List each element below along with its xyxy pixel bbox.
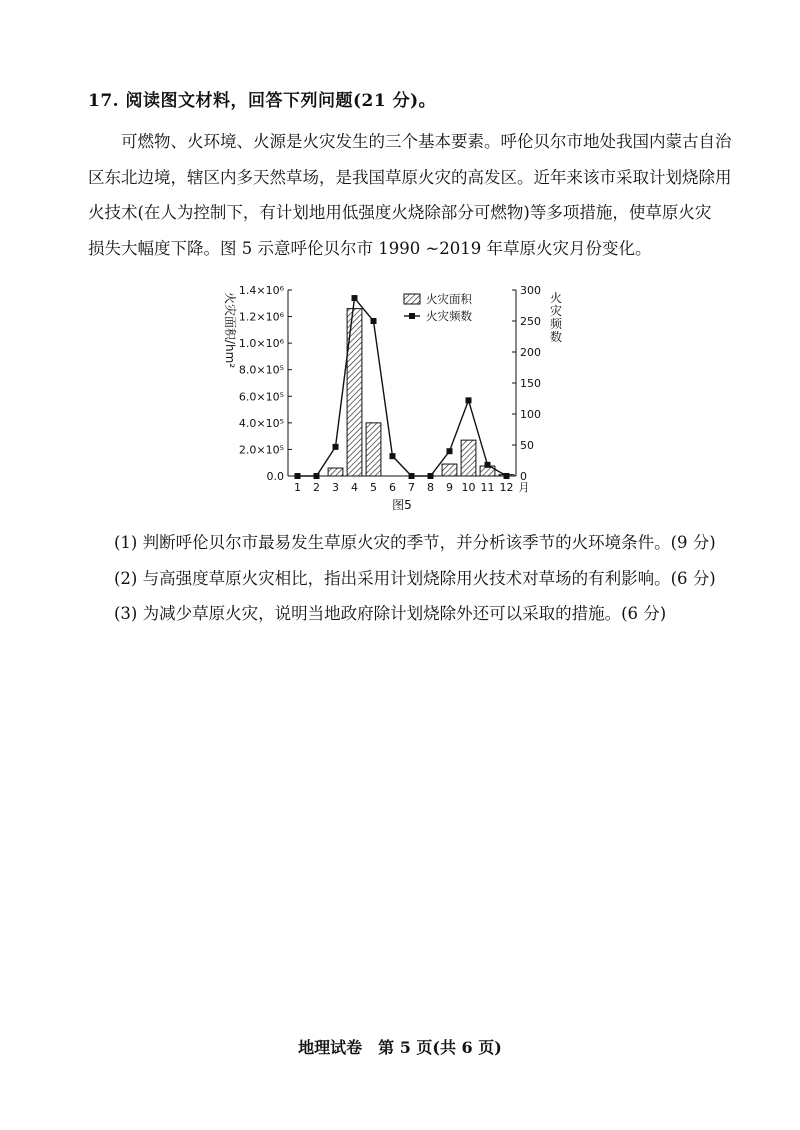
x-axis-tick-label: 5 bbox=[370, 481, 377, 494]
right-axis-label-char: 火 bbox=[549, 291, 563, 305]
left-axis-tick-label: 1.2×10⁶ bbox=[238, 310, 284, 324]
legend-bar-swatch bbox=[404, 294, 420, 304]
frequency-point bbox=[485, 462, 491, 468]
chart-caption: 图5 bbox=[392, 498, 412, 512]
left-axis-label: 火灾面积/hm² bbox=[223, 292, 237, 369]
x-axis-unit-label: 月 bbox=[518, 481, 530, 494]
right-axis-tick-label: 300 bbox=[520, 284, 541, 297]
area-bar bbox=[366, 423, 381, 476]
x-axis-tick-label: 1 bbox=[294, 481, 301, 494]
left-axis-tick-label: 4.0×10⁵ bbox=[238, 416, 284, 430]
sub-question-1: (1) 判断呼伦贝尔市最易发生草原火灾的季节，并分析该季节的火环境条件。(9 分) bbox=[114, 533, 716, 552]
right-axis-tick-label: 200 bbox=[520, 346, 541, 359]
x-axis-tick-label: 4 bbox=[351, 481, 358, 494]
frequency-point bbox=[352, 295, 358, 301]
area-bar bbox=[328, 468, 343, 476]
frequency-point bbox=[447, 448, 453, 454]
frequency-point bbox=[428, 473, 434, 479]
left-axis-tick-label: 2.0×10⁵ bbox=[238, 443, 284, 457]
x-axis-tick-label: 6 bbox=[389, 481, 396, 494]
frequency-point bbox=[466, 397, 472, 403]
right-axis-tick-label: 50 bbox=[520, 439, 534, 452]
area-bar bbox=[461, 440, 476, 476]
paragraph-line: 可燃物、火环境、火源是火灾发生的三个基本要素。呼伦贝尔市地处我国内蒙古自治 bbox=[121, 132, 732, 151]
right-axis-label-char: 灾 bbox=[549, 304, 563, 318]
x-axis-tick-label: 11 bbox=[480, 481, 495, 494]
right-axis-tick-label: 150 bbox=[520, 377, 541, 390]
frequency-point bbox=[409, 473, 415, 479]
area-bar bbox=[442, 464, 457, 476]
right-axis-label-char: 频 bbox=[549, 317, 563, 331]
page-footer: 地理试卷 第 5 页(共 6 页) bbox=[298, 1038, 502, 1057]
x-axis-tick-label: 7 bbox=[408, 481, 415, 494]
x-axis-tick-label: 12 bbox=[499, 481, 514, 494]
paragraph-line: 火技术(在人为控制下，有计划地用低强度火烧除部分可燃物)等多项措施，使草原火灾 bbox=[88, 203, 712, 222]
frequency-point bbox=[371, 318, 377, 324]
frequency-point bbox=[390, 453, 396, 459]
right-axis-tick-label: 0 bbox=[520, 470, 527, 483]
sub-questions bbox=[114, 525, 724, 632]
legend-bar-label: 火灾面积 bbox=[426, 292, 472, 306]
frequency-point bbox=[333, 444, 339, 450]
x-axis-tick-label: 2 bbox=[313, 481, 320, 494]
frequency-point bbox=[295, 473, 301, 479]
left-axis-tick-label: 8.0×10⁵ bbox=[238, 363, 284, 377]
x-axis-tick-label: 3 bbox=[332, 481, 339, 494]
chart-svg bbox=[214, 280, 563, 520]
frequency-point bbox=[314, 473, 320, 479]
left-axis-tick-label: 6.0×10⁵ bbox=[238, 390, 284, 404]
legend-line-marker bbox=[409, 313, 415, 319]
right-axis-tick-label: 100 bbox=[520, 408, 541, 421]
x-axis-tick-label: 10 bbox=[461, 481, 476, 494]
x-axis-tick-label: 8 bbox=[427, 481, 434, 494]
question-heading: 17. 阅读图文材料，回答下列问题(21 分)。 bbox=[88, 91, 437, 111]
x-axis-tick-label: 9 bbox=[446, 481, 453, 494]
left-axis-tick-label: 0.0 bbox=[266, 470, 284, 483]
legend-line-label: 火灾频数 bbox=[426, 309, 472, 323]
question-paragraph bbox=[88, 124, 732, 266]
left-axis-tick-label: 1.4×10⁶ bbox=[238, 284, 284, 297]
frequency-point bbox=[504, 473, 510, 479]
right-axis-tick-label: 250 bbox=[520, 315, 541, 328]
right-axis-label-char: 数 bbox=[549, 330, 563, 344]
sub-question-2: (2) 与高强度草原火灾相比，指出采用计划烧除用火技术对草场的有利影响。(6 分) bbox=[114, 568, 716, 588]
fire-chart bbox=[214, 280, 563, 520]
paragraph-line: 损失大幅度下降。图 5 示意呼伦贝尔市 1990 ~2019 年草原火灾月份变化。 bbox=[88, 238, 652, 258]
paragraph-line: 区东北边境，辖区内多天然草场，是我国草原火灾的高发区。近年来该市采取计划烧除用 bbox=[88, 167, 732, 187]
sub-question-3: (3) 为减少草原火灾，说明当地政府除计划烧除外还可以采取的措施。(6 分) bbox=[114, 604, 667, 623]
left-axis-tick-label: 1.0×10⁶ bbox=[238, 337, 284, 351]
